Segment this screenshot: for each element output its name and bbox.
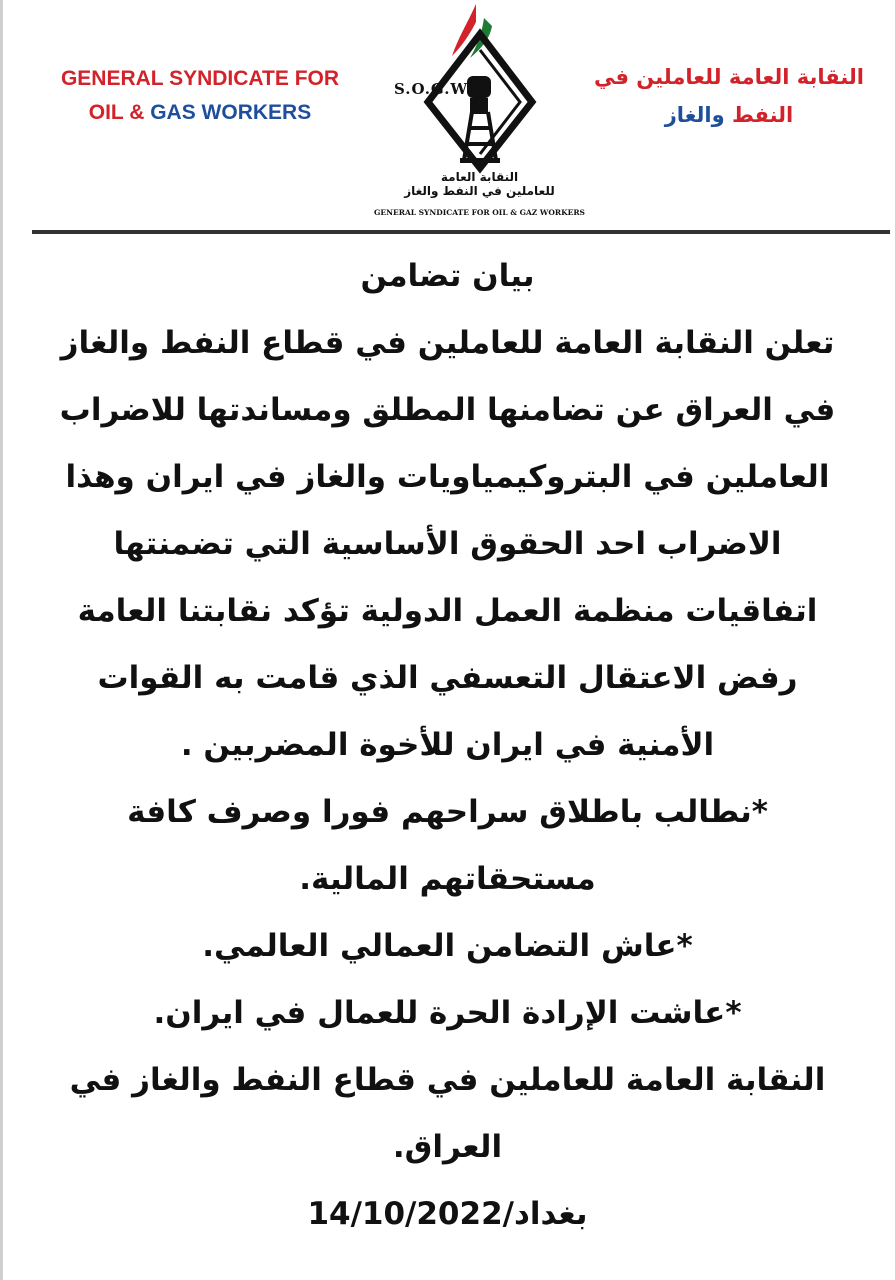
statement-title: بيان تضامن xyxy=(360,258,535,294)
statement-line: العاملين في البتروكيمياويات والغاز في ايران وهذا xyxy=(65,459,830,495)
english-header xyxy=(40,62,360,130)
statement-line: العراق. xyxy=(392,1129,503,1165)
statement-line: *عاش التضامن العمالي العالمي. xyxy=(202,928,693,964)
statement-line: الأمنية في ايران للأخوة المضربين . xyxy=(180,727,715,763)
statement-date: 14/10/2022 xyxy=(307,1196,503,1232)
english-header-line1: GENERAL SYNDICATE FOR xyxy=(60,67,340,90)
syndicate-logo xyxy=(372,0,587,225)
logo-fist xyxy=(467,76,491,98)
logo-abbreviation: S.O.G.W xyxy=(394,80,469,98)
arabic-header-line2a: النفط xyxy=(724,103,794,127)
statement-line: رفض الاعتقال التعسفي الذي قامت به القوات xyxy=(97,660,798,696)
logo-arabic-name-line2: للعاملين في النفط والغاز xyxy=(404,184,555,198)
statement-line: اتفاقيات منظمة العمل الدولية تؤكد نقابتنا العامة xyxy=(77,593,818,629)
statement-line: *نطالب باطلاق سراحهم فورا وصرف كافة xyxy=(127,794,768,830)
arabic-header-line2b: والغاز xyxy=(664,103,725,127)
statement-line: الاضراب احد الحقوق الأساسية التي تضمنتها xyxy=(113,526,782,562)
english-header-line2a: OIL & xyxy=(88,101,151,124)
logo-arabic-name xyxy=(372,170,587,198)
statement-line: تعلن النقابة العامة للعاملين في قطاع النفط والغاز xyxy=(60,325,835,361)
header-divider xyxy=(32,230,890,234)
statement-place: بغداد/ xyxy=(502,1196,588,1232)
statement-line: *عاشت الإرادة الحرة للعمال في ايران. xyxy=(153,995,742,1031)
statement-body xyxy=(10,243,885,1248)
statement-place-date xyxy=(10,1181,885,1248)
logo-english-name: GENERAL SYNDICATE FOR OIL & GAZ WORKERS xyxy=(374,208,585,217)
statement-line: النقابة العامة للعاملين في قطاع النفط والغاز في xyxy=(69,1062,826,1098)
statement-line: في العراق عن تضامنها المطلق ومساندتها للاضراب xyxy=(59,392,836,428)
logo-arabic-name-line1: النقابة العامة xyxy=(440,170,519,184)
arabic-header-line1: النقابة العامة للعاملين في xyxy=(593,65,864,89)
english-header-line2b: GAS WORKERS xyxy=(150,101,312,124)
arabic-header xyxy=(579,58,879,134)
left-edge-border xyxy=(0,0,3,1280)
statement-line: مستحقاتهم المالية. xyxy=(299,861,596,897)
